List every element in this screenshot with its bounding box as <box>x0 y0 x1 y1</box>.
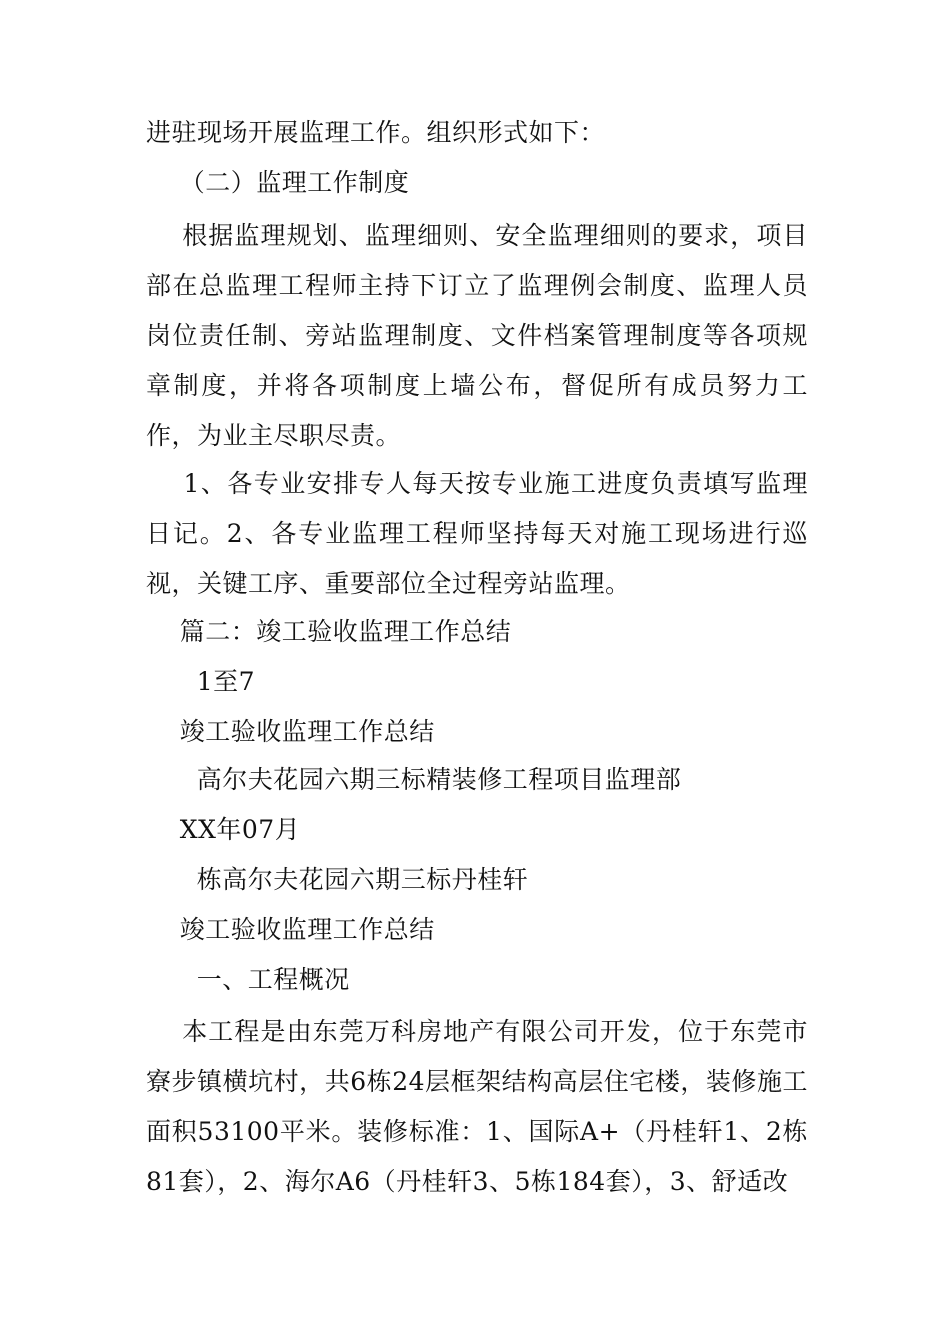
paragraph-4: 1、各专业安排专人每天按专业施工进度负责填写监理日记。2、各专业监理工程师坚持每天对施工现场进行巡视，关键工序、重要部位全过程旁站监理。 <box>146 469 808 598</box>
summary-title-2: 竣工验收监理工作总结 <box>146 915 435 944</box>
paragraph-3: 根据监理规划、监理细则、安全监理细则的要求，项目部在总监理工程师主持下订立了监理例会制度、监理人员岗位责任制、旁站监理制度、文件档案管理制度等各项规章制度，并将各项制度上墙公布，督促所有成员努力工作，为业主尽职尽责。 <box>146 221 808 450</box>
summary-title: 竣工验收监理工作总结 <box>146 717 435 746</box>
article-title-line: 篇二：竣工验收监理工作总结 <box>146 617 512 646</box>
date-line: XX年07月 <box>146 815 301 844</box>
section-heading-2: （二）监理工作制度 <box>146 168 410 197</box>
paragraph-overview: 本工程是由东莞万科房地产有限公司开发，位于东莞市寮步镇横坑村，共6栋24层框架结构高层住宅楼，装修施工面积53100平米。装修标准：1、国际A+（丹桂轩1、2栋81套），2、海尔A6（丹桂轩3、5栋184套），3、舒适改 <box>146 1017 808 1196</box>
building-line: 栋高尔夫花园六期三标丹桂轩 <box>146 865 529 894</box>
project-department: 高尔夫花园六期三标精装修工程项目监理部 <box>146 765 682 794</box>
page-range: 1至7 <box>146 667 255 696</box>
paragraph-1: 进驻现场开展监理工作。组织形式如下： <box>146 118 606 147</box>
section-heading-overview: 一、工程概况 <box>146 965 350 994</box>
